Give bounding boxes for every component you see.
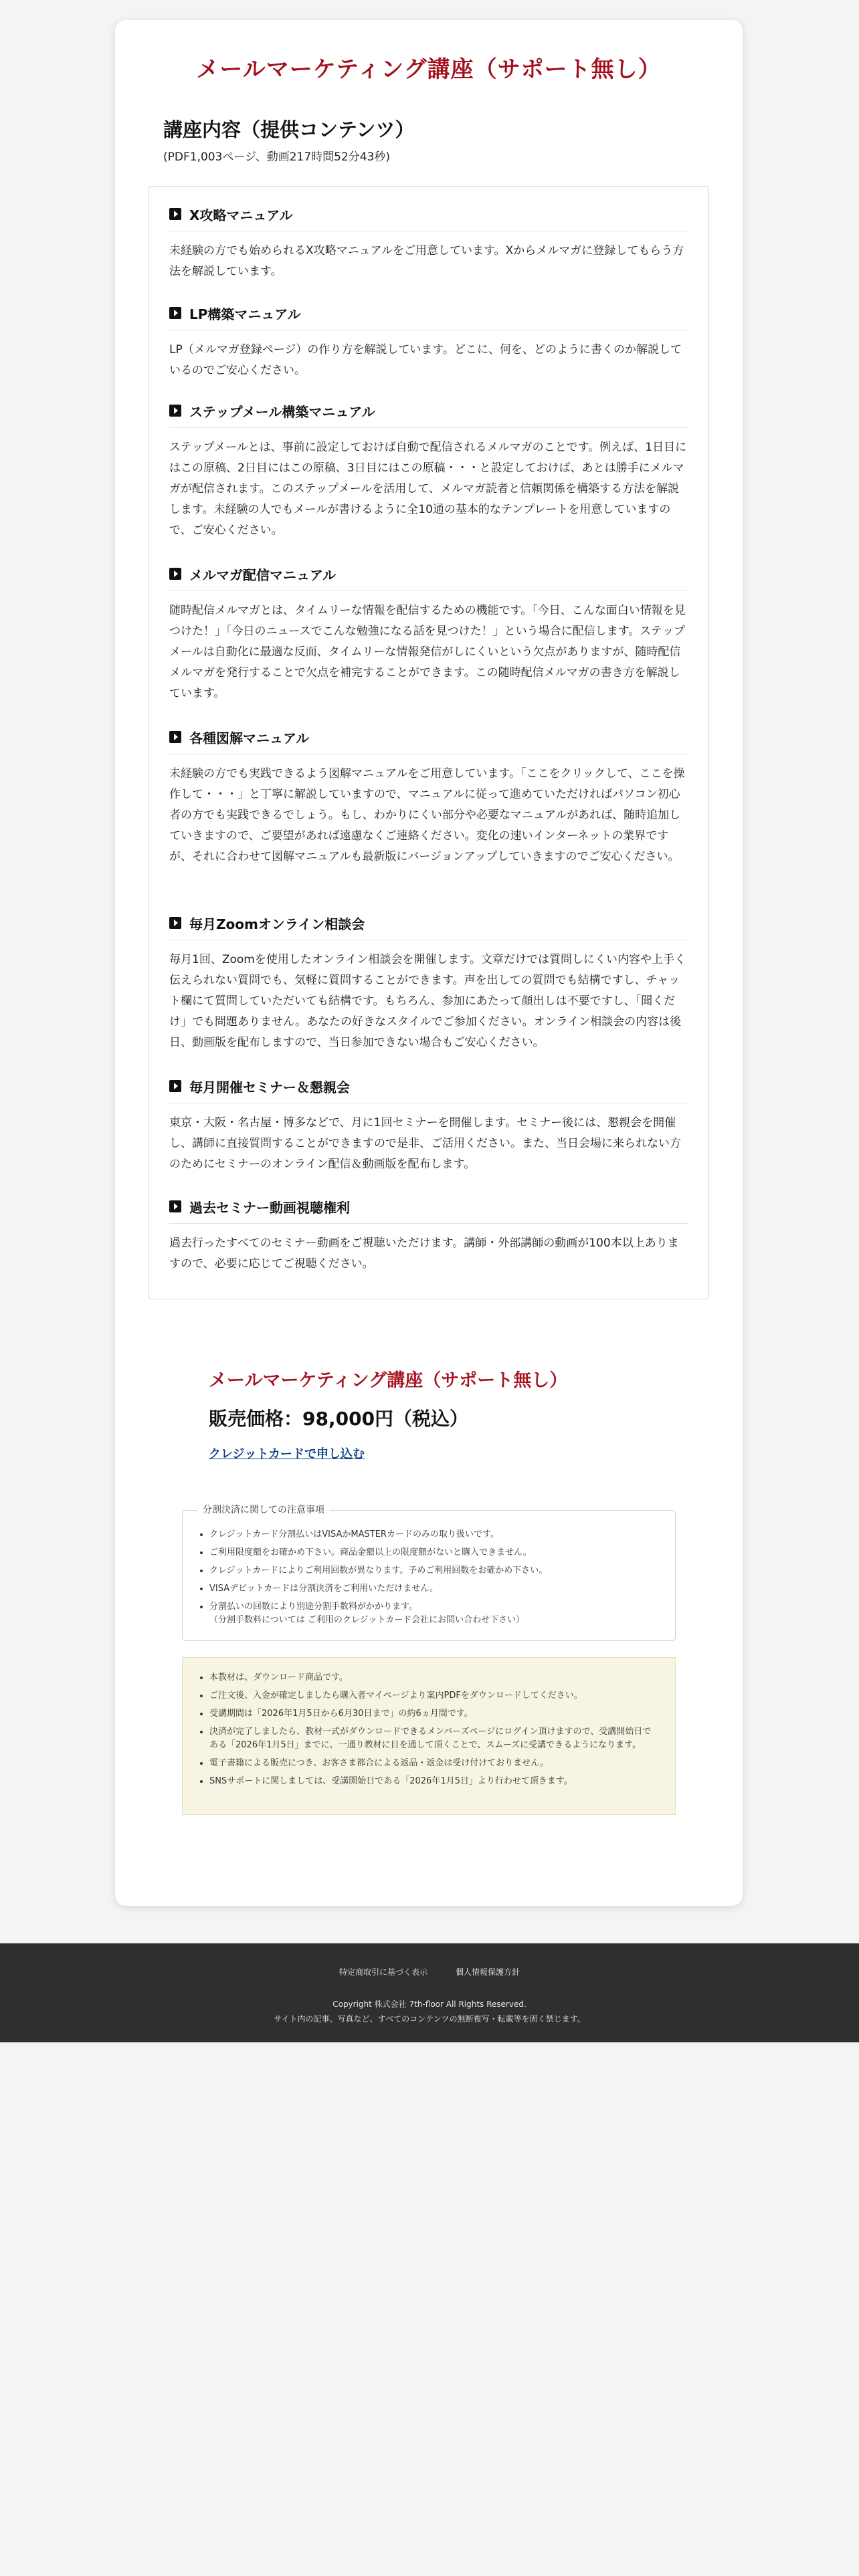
contents-subheading: (PDF1,003ページ、動画217時間52分43秒) (163, 150, 391, 164)
course-info-box (182, 1657, 676, 1815)
play-square-icon (169, 1080, 181, 1092)
play-square-icon (169, 568, 181, 580)
play-square-icon (169, 1200, 181, 1212)
content-item-body: 東京・大阪・名古屋・博多などで、月に1回セミナーを開催します。セミナー後には、懇親会を開催し、講師に直接質問することができますので是非、ご活用ください。また、当日会場に来られない方のためにセミナーのオンライン配信＆動画版を配布します。 (169, 1116, 681, 1171)
content-item-title-text: メルマガ配信マニュアル (189, 566, 337, 583)
info-list-item: • ご注文後、入金が確定しましたら購入者マイページより案内PDFをダウンロードしてください。 (209, 1689, 658, 1703)
content-item-title-text: 過去セミナー動画視聴権利 (189, 1199, 350, 1216)
info-list-item: • 電子書籍による販売につき、お客さま都合による返品・返金は受け付けておりません。 (209, 1757, 658, 1770)
content-item-body: 未経験の方でも始められるX攻略マニュアルをご用意しています。Xからメルマガに登録してもらう方法を解説しています。 (169, 244, 684, 278)
content-item-title (169, 1076, 688, 1103)
content-item-title (169, 727, 688, 754)
credit-card-apply-link[interactable]: クレジットカードで申し込む (209, 1447, 365, 1461)
notice-list-item: • 分割払いの回数により別途分割手数料がかかります。 （分割手数料については ご利用のクレジットカード会社にお問い合わせ下さい） (209, 1600, 547, 1627)
play-square-icon (169, 917, 181, 929)
installment-notice-box (182, 1505, 676, 1641)
content-item-title-text: 毎月開催セミナー＆懇親会 (189, 1079, 350, 1095)
purchase-price: 販売価格：98,000円（税込） (209, 1408, 469, 1430)
footer (0, 1943, 859, 2042)
notice-list-item: • クレジットカード分割払いはVISAかMASTERカードのみの取り扱いです。 (209, 1528, 547, 1541)
content-item-title (169, 1196, 688, 1224)
content-item (169, 303, 688, 381)
content-item (169, 401, 688, 541)
play-square-icon (169, 208, 181, 220)
contents-box (149, 186, 709, 1299)
content-item-title-text: 各種図解マニュアル (189, 730, 310, 746)
play-square-icon (169, 731, 181, 743)
content-item-body: 毎月1回、Zoomを使用したオンライン相談会を開催します。文章だけでは質問しにくい内容や上手く伝えられない質問でも、気軽に質問することができます。声を出しての質問でも結構ですし、チャット欄にて質問していただいても結構です。もちろん、参加にあたって顔出しは不要ですし、「聞くだけ」でも問題ありません。あなたの好きなスタイルでご参加ください。オンライン相談会の内容は後日、動画版を配布しますので、当日参加できない場合もご安心ください。 (169, 953, 686, 1049)
main-card (115, 20, 743, 1906)
footer-link-privacy[interactable]: 個人情報保護方針 (456, 1967, 520, 1977)
content-item (169, 1196, 688, 1275)
notice-list-item: • ご利用限度額をお確かめ下さい。商品金額以上の限度額がないと購入できません。 (209, 1546, 547, 1560)
copyright-text: Copyright 株式会社 7th-floor All Rights Reserved. (332, 2000, 527, 2009)
page-title: メールマーケティング講座（サポート無し） (196, 56, 662, 83)
content-item (169, 204, 688, 282)
content-item-title-text: LP構築マニュアル (189, 306, 301, 322)
installment-notice-list (189, 1528, 547, 1632)
content-item-title-text: X攻略マニュアル (189, 207, 293, 223)
info-list-item: • 決済が完了しましたら、教材一式がダウンロードできるメンバーズページにログイン頂けますので、受講開始日である「2026年1月5日」までに、一通り教材に目を通して頂くことで、スムーズに受講できるようになります。 (209, 1725, 658, 1752)
notice-list-item: • クレジットカードによりご利用回数が異なります。予めご利用回数をお確かめ下さい。 (209, 1564, 547, 1578)
content-item (169, 727, 688, 867)
content-item-title (169, 303, 688, 330)
content-item-title (169, 564, 688, 591)
info-list-item: • 受講期間は「2026年1月5日から6月30日まで」の約6ヵ月間です。 (209, 1707, 658, 1721)
content-item-title-text: ステップメール構築マニュアル (189, 403, 375, 420)
content-item-body: LP（メルマガ登録ページ）の作り方を解説しています。どこに、何を、どのように書くのか解説しているのでご安心ください。 (169, 343, 682, 377)
info-list-item: • SNSサポートに関しましては、受講開始日である「2026年1月5日」より行わせて頂きます。 (209, 1775, 658, 1788)
course-info-list (189, 1671, 658, 1793)
content-item-title-text: 毎月Zoomオンライン相談会 (189, 916, 365, 932)
play-square-icon (169, 307, 181, 319)
installment-notice-title: 分割決済に関しての注意事項 (197, 1503, 330, 1516)
content-item (169, 913, 688, 1053)
content-item-body: ステップメールとは、事前に設定しておけば自動で配信されるメルマガのことです。例えば、1日目にはこの原稿、2日目にはこの原稿、3日目にはこの原稿・・・と設定しておけば、あとは勝手にメルマガが配信されます。このステップメールを活用して、メルマガ読者と信頼関係を構築する方法を解説します。未経験の人でもメールが書けるように全10通の基本的なテンプレートを用意していますので、ご安心ください。 (169, 441, 687, 537)
content-item (169, 1076, 688, 1175)
purchase-course-name: メールマーケティング講座（サポート無し） (209, 1370, 568, 1391)
content-item-body: 随時配信メルマガとは、タイムリーな情報を配信するための機能です。「今日、こんな面白い情報を見つけた！」「今日のニュースでこんな勉強になる話を見つけた！」という場合に配信します。ステップメールは自動化に最適な反面、タイムリーな情報発信がしにくいという欠点がありますが、随時配信メルマガを発行することで欠点を補完することができます。この随時配信メルマガの書き方を解説しています。 (169, 604, 686, 700)
info-list-item: • 本教材は、ダウンロード商品です。 (209, 1671, 658, 1685)
content-item-body: 未経験の方でも実践できるよう図解マニュアルをご用意しています。「ここをクリックして、ここを操作して・・・」と丁寧に解説していますので、マニュアルに従って進めていただければパソコン初心者の方でも実践できるでしょう。もし、わかりにくい部分や必要なマニュアルがあれば、随時追加していきますので、ご要望があれば遠慮なくご連絡ください。変化の速いインターネットの業界ですが、それに合わせて図解マニュアルも最新版にバージョンアップしていきますのでご安心ください。 (169, 767, 685, 863)
contents-heading: 講座内容（提供コンテンツ） (163, 118, 415, 141)
content-item-title (169, 401, 688, 428)
footer-links (0, 1966, 859, 1977)
notice-list-item: • VISAデビットカードは分割決済をご利用いただけません。 (209, 1582, 547, 1596)
content-item-title (169, 913, 688, 940)
content-item-title (169, 204, 688, 231)
content-item-body: 過去行ったすべてのセミナー動画をご視聴いただけます。講師・外部講師の動画が100本以上ありますので、必要に応じてご視聴ください。 (169, 1237, 679, 1271)
rights-notice-text: サイト内の記事、写真など、すべてのコンテンツの無断複写・転載等を固く禁じます。 (274, 2014, 585, 2024)
content-item (169, 564, 688, 704)
footer-link-tokusho[interactable]: 特定商取引に基づく表示 (339, 1967, 427, 1977)
play-square-icon (169, 405, 181, 417)
